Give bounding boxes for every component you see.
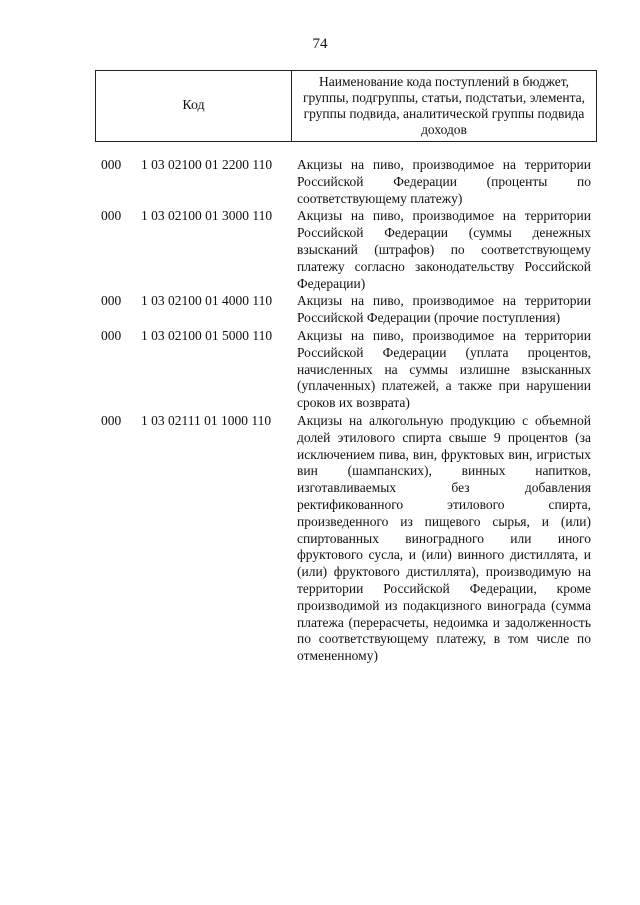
admin-code: 000	[101, 412, 122, 428]
revenue-code: 1 03 02100 01 5000 110	[141, 327, 273, 343]
revenue-name: Акцизы на пиво, производимое на территории Российской Федерации (уплата процентов, начисленных на суммы излишне взысканных (уплаченных) платежей, а также при нарушении сроков их возврата)	[297, 327, 591, 411]
table-body	[101, 157, 591, 666]
revenue-code: 1 03 02100 01 3000 110	[141, 208, 273, 224]
admin-code: 000	[101, 208, 122, 224]
admin-code: 000	[101, 327, 122, 343]
admin-code: 000	[101, 157, 122, 172]
table-row	[101, 328, 591, 412]
revenue-code: 1 03 02100 01 2200 110	[141, 157, 273, 172]
page-number: 74	[312, 36, 328, 52]
table-header	[95, 70, 597, 142]
revenue-code: 1 03 02100 01 4000 110	[141, 293, 273, 309]
revenue-name: Акцизы на пиво, производимое на территории Российской Федерации (прочие поступления)	[297, 293, 591, 326]
table-row	[101, 293, 591, 327]
table-row	[101, 157, 591, 207]
revenue-name: Акцизы на пиво, производимое на территории Российской Федерации (проценты по соответствующему платежу)	[297, 157, 591, 206]
table-row	[101, 413, 591, 665]
revenue-name: Акцизы на пиво, производимое на территории Российской Федерации (суммы денежных взысканий (штрафов) по соответствующему платежу согласно законодательству Российской Федерации)	[297, 208, 591, 291]
admin-code: 000	[101, 293, 122, 309]
table-row	[101, 208, 591, 292]
revenue-code: 1 03 02111 01 1000 110	[141, 412, 272, 428]
revenue-name: Акцизы на алкогольную продукцию с объемной долей этилового спирта свыше 9 процентов (за исключением пива, вин, фруктовых вин, игристых вин (шампанских), винных напитков, изготавливаемых без добавления ректификованного этилового спирта, произведенного из пищевого сырья, и (или) спиртованных виноградного или иного фруктового сусла, и (или) винного дистиллята, и (или) фруктового дистиллята), производимую на территории Российской Федерации, кроме производимой из подакцизного винограда (сумма платежа (перерасчеты, недоимка и задолженность по соответствующему платежу, в том числе по отмененному)	[297, 412, 591, 664]
header-name-column: Наименование кода поступлений в бюджет, группы, подгруппы, статьи, подстатьи, элемента, группы подвида, аналитической группы подвида доходов	[302, 74, 586, 137]
header-code-column: Код	[96, 71, 292, 141]
